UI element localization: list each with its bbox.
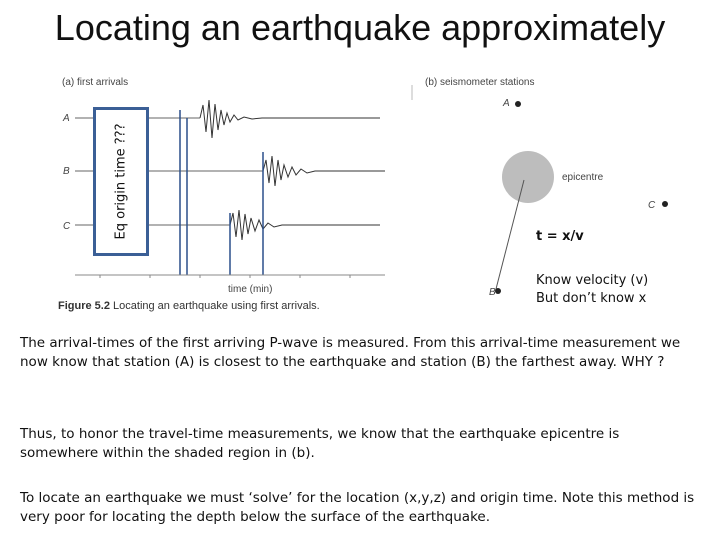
- velocity-note-line2: But don’t know x: [536, 291, 647, 306]
- figure-caption: [58, 300, 320, 312]
- station-label-a: A: [63, 113, 70, 124]
- figure-number: Figure 5.2: [58, 300, 110, 312]
- epicentre-region: [502, 151, 554, 203]
- body-paragraph-1: The arrival-times of the first arriving P-wave is measured. From this arrival-time measurement we now know that station (A) is closest to the earthquake and station (B) the farthest away. WHY ?: [20, 335, 681, 370]
- travel-time-formula: t = x/v: [536, 229, 584, 244]
- map-station-a: A: [503, 98, 510, 109]
- time-axis-label: time (min): [228, 284, 273, 295]
- origin-time-label: Eq origin time ???: [113, 123, 129, 240]
- trace-b-wave: [263, 156, 385, 186]
- panel-a-label: (a) first arrivals: [62, 77, 129, 88]
- map-station-b: B: [489, 287, 496, 298]
- station-c-marker: [662, 201, 668, 207]
- body-paragraph-3: To locate an earthquake we must ‘solve’ for the location (x,y,z) and origin time. Note this method is very poor for locating the depth below the surface of the earthquake.: [20, 490, 695, 525]
- panel-b-label: (b) seismometer stations: [425, 77, 535, 88]
- seismogram-traces: [0, 0, 400, 320]
- epicentre-label: epicentre: [562, 172, 604, 183]
- slide-title: Locating an earthquake approximately: [54, 7, 666, 48]
- distance-line: [496, 180, 524, 289]
- body-paragraph-2: Thus, to honor the travel-time measurements, we know that the earthquake epicentre is somewhere within the shaded region in (b).: [20, 426, 620, 461]
- station-label-c: C: [63, 221, 71, 232]
- map-station-c: C: [648, 200, 656, 211]
- origin-time-label-wrap: [93, 107, 149, 256]
- station-a-marker: [515, 101, 521, 107]
- velocity-note-line1: Know velocity (v): [536, 273, 649, 288]
- figure-caption-text: Locating an earthquake using first arrivals.: [113, 300, 320, 312]
- trace-c-wave: [230, 210, 380, 240]
- trace-a-wave: [200, 100, 380, 138]
- velocity-note: [536, 272, 648, 308]
- station-label-b: B: [63, 166, 70, 177]
